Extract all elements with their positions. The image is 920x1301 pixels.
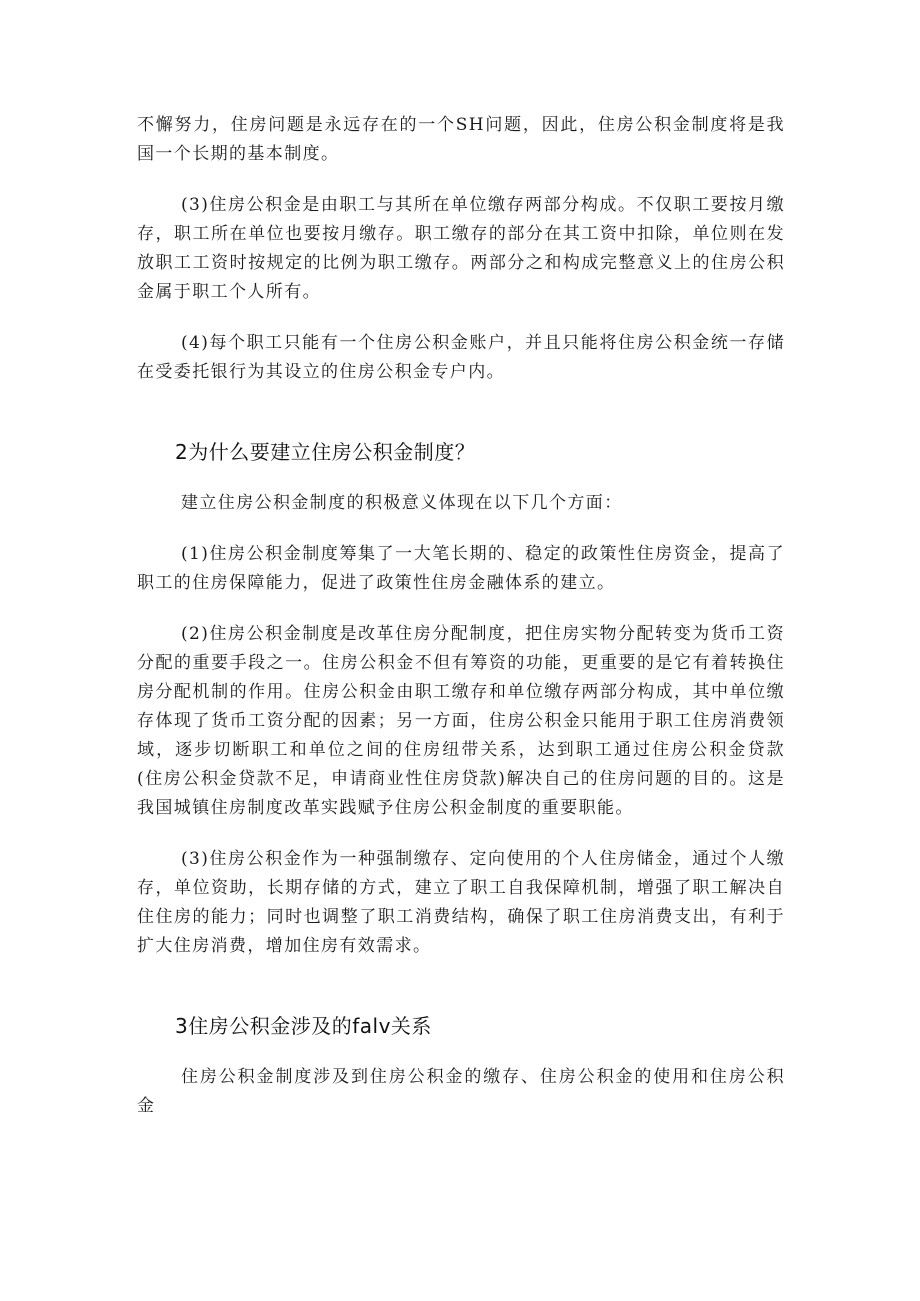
section-heading-2: 2为什么要建立住房公积金制度？ (175, 440, 476, 464)
paragraph-continuation: 不懈努力，住房问题是永远存在的一个SH问题，因此，住房公积金制度将是我国一个长期的基本制度。 (137, 115, 785, 164)
paragraph-item-4: (4)每个职工只能有一个住房公积金账户，并且只能将住房公积金统一存储在受委托银行为其设立的住房公积金专户内。 (137, 333, 785, 382)
paragraph-item-3: (3)住房公积金是由职工与其所在单位缴存两部分构成。不仅职工要按月缴存，职工所在单位也要按月缴存。职工缴存的部分在其工资中扣除，单位则在发放职工工资时按规定的比例为职工缴存。两部分之和构成完整意义上的住房公积金属于职工个人所有。 (137, 195, 785, 302)
paragraph-point-2: (2)住房公积金制度是改革住房分配制度，把住房实物分配转变为货币工资分配的重要手段之一。住房公积金不但有筹资的功能，更重要的是它有着转换住房分配机制的作用。住房公积金由职工缴存和单位缴存两部分构成，其中单位缴存体现了货币工资分配的因素；另一方面，住房公积金只能用于职工住房消费领域，逐步切断职工和单位之间的住房纽带关系，达到职工通过住房公积金贷款(住房公积金贷款不足，申请商业性住房贷款)解决自己的住房问题的目的。这是我国城镇住房制度改革实践赋予住房公积金制度的重要职能。 (137, 624, 785, 818)
section-heading-3: 3住房公积金涉及的falv关系 (175, 1014, 432, 1038)
paragraph-point-3: (3)住房公积金作为一种强制缴存、定向使用的个人住房储金，通过个人缴存，单位资助，长期存储的方式，建立了职工自我保障机制，增强了职工解决自住住房的能力；同时也调整了职工消费结构，确保了职工住房消费支出，有利于扩大住房消费，增加住房有效需求。 (137, 849, 785, 956)
document-body (137, 111, 785, 1121)
paragraph-section-3-start: 住房公积金制度涉及到住房公积金的缴存、住房公积金的使用和住房公积金 (137, 1067, 785, 1116)
paragraph-point-1: (1)住房公积金制度筹集了一大笔长期的、稳定的政策性住房资金，提高了职工的住房保障能力，促进了政策性住房金融体系的建立。 (137, 544, 785, 593)
paragraph-intro: 建立住房公积金制度的积极意义体现在以下几个方面： (181, 493, 623, 513)
